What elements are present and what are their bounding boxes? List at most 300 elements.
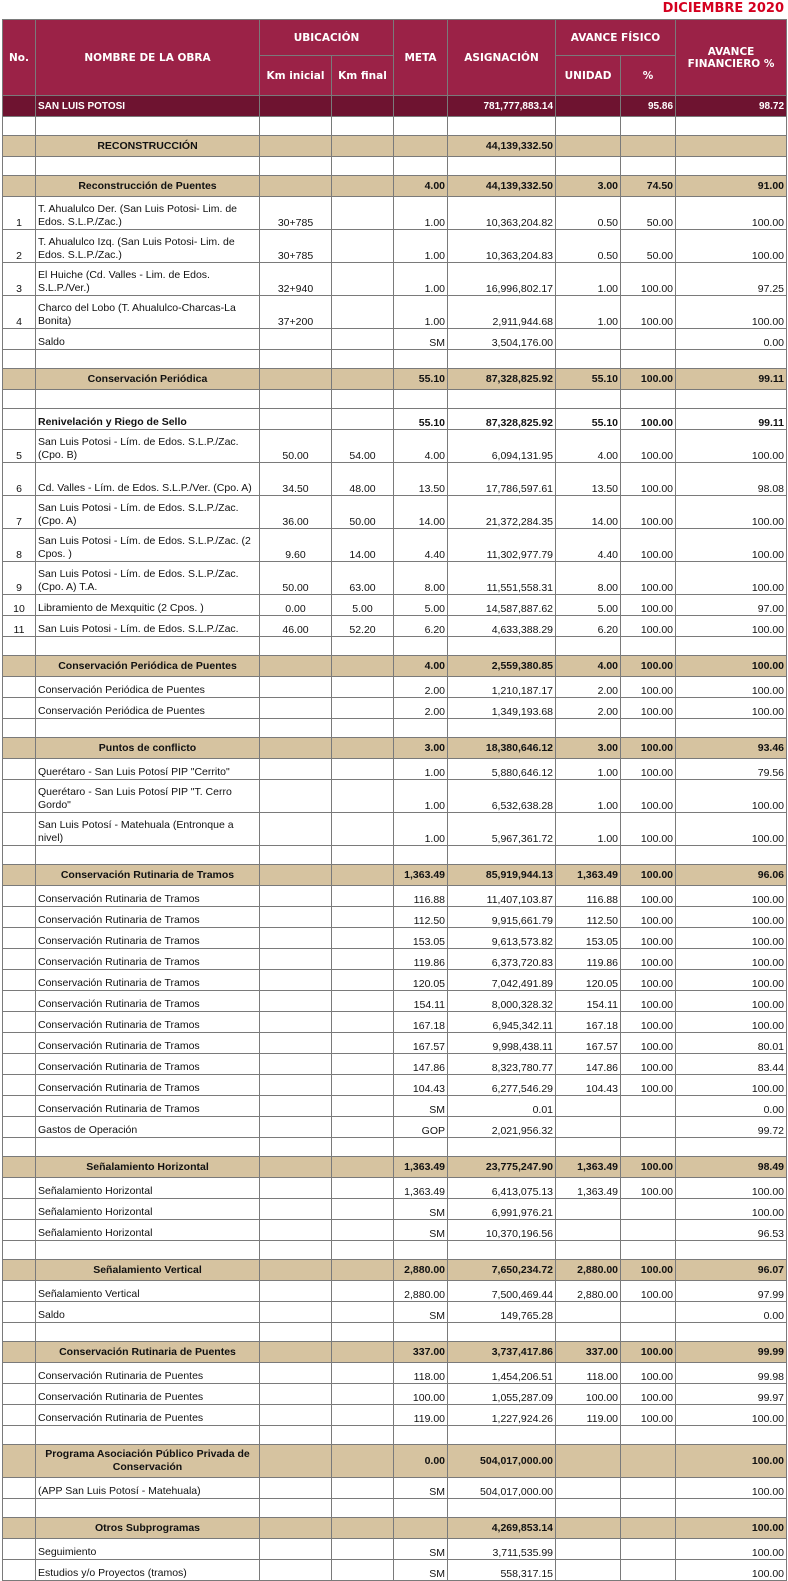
- cell-no: [3, 1384, 36, 1405]
- cell-fin: 100.00: [676, 813, 787, 846]
- cell-kmf: [332, 136, 394, 157]
- cell-unidad: [556, 390, 621, 409]
- cell-pct: 100.00: [621, 991, 676, 1012]
- cell-no: [3, 991, 36, 1012]
- cell-kmi: [260, 698, 332, 719]
- cell-no: [3, 1199, 36, 1220]
- cell-no: [3, 1054, 36, 1075]
- table-row: [3, 1012, 787, 1033]
- cell-asignacion: 18,380,646.12: [448, 738, 556, 759]
- cell-pct: 50.00: [621, 197, 676, 230]
- cell-no: [3, 1445, 36, 1478]
- cell-unidad: 167.57: [556, 1033, 621, 1054]
- cell-unidad: [556, 157, 621, 176]
- cell-meta: [394, 719, 448, 738]
- cell-pct: [621, 1220, 676, 1241]
- cell-name: Conservación Rutinaria de Tramos: [36, 1096, 260, 1117]
- header-no: No.: [3, 20, 36, 96]
- cell-no: [3, 738, 36, 759]
- cell-name: Estudios y/o Proyectos (tramos): [36, 1560, 260, 1581]
- cell-pct: [621, 1323, 676, 1342]
- table-row: [3, 595, 787, 616]
- cell-no: [3, 409, 36, 430]
- cell-kmf: [332, 656, 394, 677]
- cell-kmf: 5.00: [332, 595, 394, 616]
- cell-kmi: [260, 1260, 332, 1281]
- cell-pct: 100.00: [621, 1405, 676, 1426]
- obras-table: [2, 19, 787, 1581]
- cell-fin: 100.00: [676, 1560, 787, 1581]
- cell-unidad: 55.10: [556, 369, 621, 390]
- cell-kmi: [260, 928, 332, 949]
- table-row: [3, 1117, 787, 1138]
- cell-kmi: [260, 991, 332, 1012]
- cell-asignacion: 7,500,469.44: [448, 1281, 556, 1302]
- cell-fin: 0.00: [676, 1302, 787, 1323]
- cell-asignacion: 3,504,176.00: [448, 329, 556, 350]
- cell-kmi: 36.00: [260, 496, 332, 529]
- cell-kmi: [260, 656, 332, 677]
- cell-kmf: [332, 1445, 394, 1478]
- cell-pct: 100.00: [621, 759, 676, 780]
- cell-unidad: 2,880.00: [556, 1281, 621, 1302]
- cell-fin: 100.00: [676, 1478, 787, 1499]
- header-km-final: Km final: [332, 56, 394, 96]
- cell-meta: [394, 390, 448, 409]
- cell-pct: [621, 846, 676, 865]
- cell-asignacion: 781,777,883.14: [448, 96, 556, 117]
- cell-name: Conservación Rutinaria de Puentes: [36, 1342, 260, 1363]
- cell-kmi: [260, 738, 332, 759]
- section-row: [3, 176, 787, 197]
- cell-kmi: [260, 176, 332, 197]
- cell-name: (APP San Luis Potosí - Matehuala): [36, 1478, 260, 1499]
- cell-meta: 4.40: [394, 529, 448, 562]
- cell-unidad: 100.00: [556, 1384, 621, 1405]
- cell-asignacion: 23,775,247.90: [448, 1157, 556, 1178]
- cell-asignacion: [448, 1323, 556, 1342]
- cell-kmi: 34.50: [260, 463, 332, 496]
- cell-meta: [394, 157, 448, 176]
- table-row: [3, 928, 787, 949]
- cell-name: Conservación Rutinaria de Puentes: [36, 1405, 260, 1426]
- cell-no: 6: [3, 463, 36, 496]
- cell-asignacion: 149,765.28: [448, 1302, 556, 1323]
- cell-unidad: [556, 1117, 621, 1138]
- cell-no: [3, 886, 36, 907]
- table-row: [3, 1220, 787, 1241]
- cell-meta: 1.00: [394, 230, 448, 263]
- cell-meta: [394, 117, 448, 136]
- cell-kmf: [332, 1178, 394, 1199]
- cell-kmi: [260, 637, 332, 656]
- cell-meta: 167.57: [394, 1033, 448, 1054]
- cell-name: Renivelación y Riego de Sello: [36, 409, 260, 430]
- cell-kmf: [332, 409, 394, 430]
- cell-no: [3, 1539, 36, 1560]
- cell-no: [3, 96, 36, 117]
- cell-unidad: [556, 1478, 621, 1499]
- cell-kmf: [332, 390, 394, 409]
- cell-fin: [676, 136, 787, 157]
- cell-unidad: [556, 1539, 621, 1560]
- cell-asignacion: 6,277,546.29: [448, 1075, 556, 1096]
- cell-no: 8: [3, 529, 36, 562]
- cell-fin: 100.00: [676, 1012, 787, 1033]
- table-row: [3, 1478, 787, 1499]
- section-row: [3, 738, 787, 759]
- cell-pct: [621, 1302, 676, 1323]
- table-row: [3, 759, 787, 780]
- cell-meta: SM: [394, 1539, 448, 1560]
- cell-kmf: [332, 1033, 394, 1054]
- cell-unidad: 2,880.00: [556, 1260, 621, 1281]
- cell-fin: 100.00: [676, 616, 787, 637]
- cell-meta: 1.00: [394, 813, 448, 846]
- cell-fin: 100.00: [676, 1405, 787, 1426]
- cell-kmf: [332, 1220, 394, 1241]
- cell-pct: 100.00: [621, 886, 676, 907]
- cell-asignacion: [448, 390, 556, 409]
- cell-kmf: [332, 1478, 394, 1499]
- cell-meta: [394, 96, 448, 117]
- cell-unidad: [556, 1302, 621, 1323]
- cell-kmi: [260, 117, 332, 136]
- cell-name: RECONSTRUCCIÓN: [36, 136, 260, 157]
- cell-unidad: [556, 1499, 621, 1518]
- table-row: [3, 677, 787, 698]
- table-row: [3, 529, 787, 562]
- cell-pct: 74.50: [621, 176, 676, 197]
- spacer-row: [3, 1426, 787, 1445]
- cell-fin: 80.01: [676, 1033, 787, 1054]
- cell-kmi: [260, 907, 332, 928]
- cell-name: SAN LUIS POTOSI: [36, 96, 260, 117]
- cell-kmf: [332, 1117, 394, 1138]
- cell-kmi: [260, 970, 332, 991]
- cell-unidad: 1,363.49: [556, 1178, 621, 1199]
- cell-kmi: [260, 1157, 332, 1178]
- cell-pct: 100.00: [621, 562, 676, 595]
- cell-fin: 100.00: [676, 430, 787, 463]
- cell-name: San Luis Potosi - Lím. de Edos. S.L.P./Zac. (Cpo. A): [36, 496, 260, 529]
- cell-meta: 112.50: [394, 907, 448, 928]
- cell-unidad: 153.05: [556, 928, 621, 949]
- cell-meta: 147.86: [394, 1054, 448, 1075]
- cell-meta: [394, 350, 448, 369]
- table-row: [3, 1539, 787, 1560]
- cell-name: Seguimiento: [36, 1539, 260, 1560]
- cell-kmi: [260, 1281, 332, 1302]
- section-row: [3, 1518, 787, 1539]
- cell-kmf: [332, 928, 394, 949]
- cell-kmf: [332, 886, 394, 907]
- cell-asignacion: 3,711,535.99: [448, 1539, 556, 1560]
- cell-asignacion: [448, 1499, 556, 1518]
- cell-unidad: 1.00: [556, 813, 621, 846]
- cell-pct: [621, 1199, 676, 1220]
- cell-no: 5: [3, 430, 36, 463]
- cell-no: 4: [3, 296, 36, 329]
- cell-no: [3, 176, 36, 197]
- cell-kmf: [332, 1157, 394, 1178]
- cell-no: [3, 1518, 36, 1539]
- cell-pct: 100.00: [621, 263, 676, 296]
- cell-pct: 100.00: [621, 463, 676, 496]
- cell-fin: [676, 637, 787, 656]
- cell-kmi: [260, 865, 332, 886]
- cell-meta: [394, 637, 448, 656]
- table-row: [3, 1384, 787, 1405]
- cell-asignacion: 504,017,000.00: [448, 1445, 556, 1478]
- table-row: [3, 329, 787, 350]
- cell-kmf: [332, 1363, 394, 1384]
- cell-fin: [676, 157, 787, 176]
- cell-name: Conservación Rutinaria de Tramos: [36, 970, 260, 991]
- cell-fin: [676, 117, 787, 136]
- cell-kmf: 50.00: [332, 496, 394, 529]
- cell-meta: 2,880.00: [394, 1281, 448, 1302]
- cell-unidad: 2.00: [556, 677, 621, 698]
- cell-kmi: 30+785: [260, 230, 332, 263]
- cell-fin: [676, 1426, 787, 1445]
- cell-kmi: [260, 1342, 332, 1363]
- cell-kmf: [332, 1075, 394, 1096]
- cell-name: Conservación Periódica: [36, 369, 260, 390]
- cell-meta: 116.88: [394, 886, 448, 907]
- cell-kmf: [332, 1054, 394, 1075]
- cell-pct: 100.00: [621, 1033, 676, 1054]
- cell-name: Querétaro - San Luis Potosí PIP "Cerrito": [36, 759, 260, 780]
- table-row: [3, 698, 787, 719]
- cell-no: [3, 1117, 36, 1138]
- cell-fin: 93.46: [676, 738, 787, 759]
- cell-pct: 100.00: [621, 496, 676, 529]
- cell-kmf: [332, 1138, 394, 1157]
- spacer-row: [3, 637, 787, 656]
- cell-asignacion: 16,996,802.17: [448, 263, 556, 296]
- cell-name: Gastos de Operación: [36, 1117, 260, 1138]
- cell-name: San Luis Potosi - Lím. de Edos. S.L.P./Zac. (Cpo. B): [36, 430, 260, 463]
- cell-pct: [621, 637, 676, 656]
- header-unidad: UNIDAD: [556, 56, 621, 96]
- cell-asignacion: 8,323,780.77: [448, 1054, 556, 1075]
- table-row: [3, 813, 787, 846]
- cell-meta: [394, 846, 448, 865]
- cell-pct: 100.00: [621, 1012, 676, 1033]
- cell-no: [3, 1241, 36, 1260]
- cell-unidad: [556, 350, 621, 369]
- cell-fin: 97.25: [676, 263, 787, 296]
- table-row: [3, 230, 787, 263]
- cell-kmi: [260, 1033, 332, 1054]
- cell-unidad: 1.00: [556, 296, 621, 329]
- cell-name: Charco del Lobo (T. Ahualulco-Charcas-La Bonita): [36, 296, 260, 329]
- cell-name: Conservación Rutinaria de Tramos: [36, 1033, 260, 1054]
- spacer-row: [3, 1138, 787, 1157]
- table-row: [3, 463, 787, 496]
- header-pct: %: [621, 56, 676, 96]
- cell-name: Cd. Valles - Lím. de Edos. S.L.P./Ver. (Cpo. A): [36, 463, 260, 496]
- cell-name: [36, 719, 260, 738]
- cell-kmi: [260, 1096, 332, 1117]
- cell-pct: [621, 1499, 676, 1518]
- cell-fin: 96.53: [676, 1220, 787, 1241]
- cell-fin: 96.06: [676, 865, 787, 886]
- cell-asignacion: 3,737,417.86: [448, 1342, 556, 1363]
- cell-no: [3, 1220, 36, 1241]
- cell-kmf: [332, 329, 394, 350]
- cell-unidad: 1.00: [556, 263, 621, 296]
- cell-name: Conservación Rutinaria de Puentes: [36, 1384, 260, 1405]
- cell-meta: 100.00: [394, 1384, 448, 1405]
- cell-kmi: [260, 1499, 332, 1518]
- cell-fin: 100.00: [676, 656, 787, 677]
- cell-pct: 95.86: [621, 96, 676, 117]
- cell-asignacion: 6,945,342.11: [448, 1012, 556, 1033]
- cell-unidad: 116.88: [556, 886, 621, 907]
- cell-no: [3, 390, 36, 409]
- cell-kmf: [332, 1499, 394, 1518]
- table-row: [3, 1405, 787, 1426]
- cell-pct: 100.00: [621, 738, 676, 759]
- table-row: [3, 1033, 787, 1054]
- cell-unidad: 120.05: [556, 970, 621, 991]
- cell-fin: 96.07: [676, 1260, 787, 1281]
- table-row: [3, 907, 787, 928]
- cell-asignacion: 1,210,187.17: [448, 677, 556, 698]
- cell-pct: 100.00: [621, 1281, 676, 1302]
- cell-kmf: [332, 230, 394, 263]
- cell-unidad: 4.00: [556, 656, 621, 677]
- cell-kmi: [260, 1220, 332, 1241]
- cell-name: [36, 1323, 260, 1342]
- cell-name: [36, 1138, 260, 1157]
- cell-pct: 100.00: [621, 677, 676, 698]
- cell-no: [3, 1478, 36, 1499]
- table-row: [3, 970, 787, 991]
- cell-meta: 55.10: [394, 409, 448, 430]
- cell-name: Conservación Rutinaria de Tramos: [36, 1075, 260, 1096]
- cell-kmf: [332, 1012, 394, 1033]
- cell-kmf: [332, 1426, 394, 1445]
- cell-name: Saldo: [36, 329, 260, 350]
- cell-meta: 4.00: [394, 430, 448, 463]
- cell-meta: 4.00: [394, 656, 448, 677]
- cell-unidad: [556, 1560, 621, 1581]
- cell-no: [3, 117, 36, 136]
- cell-asignacion: 6,532,638.28: [448, 780, 556, 813]
- cell-asignacion: 4,633,388.29: [448, 616, 556, 637]
- cell-pct: 100.00: [621, 1260, 676, 1281]
- cell-name: Señalamiento Horizontal: [36, 1157, 260, 1178]
- cell-kmf: [332, 846, 394, 865]
- cell-asignacion: 9,613,573.82: [448, 928, 556, 949]
- cell-meta: 1.00: [394, 296, 448, 329]
- cell-kmf: [332, 1384, 394, 1405]
- cell-no: [3, 846, 36, 865]
- cell-kmi: [260, 1138, 332, 1157]
- cell-name: Conservación Rutinaria de Tramos: [36, 1012, 260, 1033]
- cell-asignacion: 4,269,853.14: [448, 1518, 556, 1539]
- cell-meta: [394, 1323, 448, 1342]
- cell-kmi: [260, 886, 332, 907]
- cell-pct: [621, 329, 676, 350]
- cell-pct: [621, 350, 676, 369]
- cell-name: Conservación Rutinaria de Tramos: [36, 928, 260, 949]
- cell-asignacion: 11,302,977.79: [448, 529, 556, 562]
- cell-pct: 100.00: [621, 430, 676, 463]
- cell-asignacion: 6,413,075.13: [448, 1178, 556, 1199]
- cell-asignacion: [448, 719, 556, 738]
- cell-unidad: 0.50: [556, 230, 621, 263]
- cell-no: [3, 928, 36, 949]
- cell-unidad: 112.50: [556, 907, 621, 928]
- cell-fin: 100.00: [676, 907, 787, 928]
- cell-kmi: [260, 1323, 332, 1342]
- cell-no: [3, 329, 36, 350]
- cell-no: [3, 136, 36, 157]
- cell-pct: [621, 1096, 676, 1117]
- cell-name: Conservación Rutinaria de Tramos: [36, 991, 260, 1012]
- table-row: [3, 1560, 787, 1581]
- cell-pct: [621, 1518, 676, 1539]
- cell-no: [3, 1302, 36, 1323]
- spacer-row: [3, 719, 787, 738]
- cell-meta: 167.18: [394, 1012, 448, 1033]
- cell-fin: 100.00: [676, 780, 787, 813]
- cell-fin: [676, 350, 787, 369]
- cell-no: [3, 1342, 36, 1363]
- cell-kmi: [260, 369, 332, 390]
- cell-name: [36, 637, 260, 656]
- cell-meta: 154.11: [394, 991, 448, 1012]
- cell-kmi: [260, 409, 332, 430]
- cell-kmi: [260, 1539, 332, 1560]
- cell-meta: 119.86: [394, 949, 448, 970]
- cell-no: 11: [3, 616, 36, 637]
- cell-fin: [676, 1138, 787, 1157]
- cell-asignacion: 7,042,491.89: [448, 970, 556, 991]
- cell-unidad: 0.50: [556, 197, 621, 230]
- cell-meta: 4.00: [394, 176, 448, 197]
- cell-name: San Luis Potosi - Lím. de Edos. S.L.P./Zac. (2 Cpos. ): [36, 529, 260, 562]
- cell-fin: 100.00: [676, 677, 787, 698]
- cell-kmf: [332, 1323, 394, 1342]
- section-row: [3, 1260, 787, 1281]
- cell-pct: 100.00: [621, 813, 676, 846]
- header-ubicacion: UBICACIÓN: [260, 20, 394, 56]
- cell-meta: 2.00: [394, 677, 448, 698]
- cell-fin: 100.00: [676, 1178, 787, 1199]
- cell-kmf: [332, 1199, 394, 1220]
- cell-pct: [621, 1445, 676, 1478]
- cell-asignacion: 6,991,976.21: [448, 1199, 556, 1220]
- cell-pct: [621, 1539, 676, 1560]
- cell-name: Conservación Periódica de Puentes: [36, 677, 260, 698]
- table-row: [3, 1075, 787, 1096]
- cell-kmf: [332, 1096, 394, 1117]
- cell-no: 10: [3, 595, 36, 616]
- report-date: DICIEMBRE 2020: [662, 1, 784, 16]
- cell-fin: 100.00: [676, 1445, 787, 1478]
- header-avance-financiero: AVANCE FINANCIERO %: [676, 20, 787, 96]
- cell-name: Conservación Rutinaria de Tramos: [36, 865, 260, 886]
- cell-asignacion: 5,967,361.72: [448, 813, 556, 846]
- cell-name: Conservación Rutinaria de Tramos: [36, 907, 260, 928]
- section-row: [3, 1342, 787, 1363]
- cell-fin: 97.99: [676, 1281, 787, 1302]
